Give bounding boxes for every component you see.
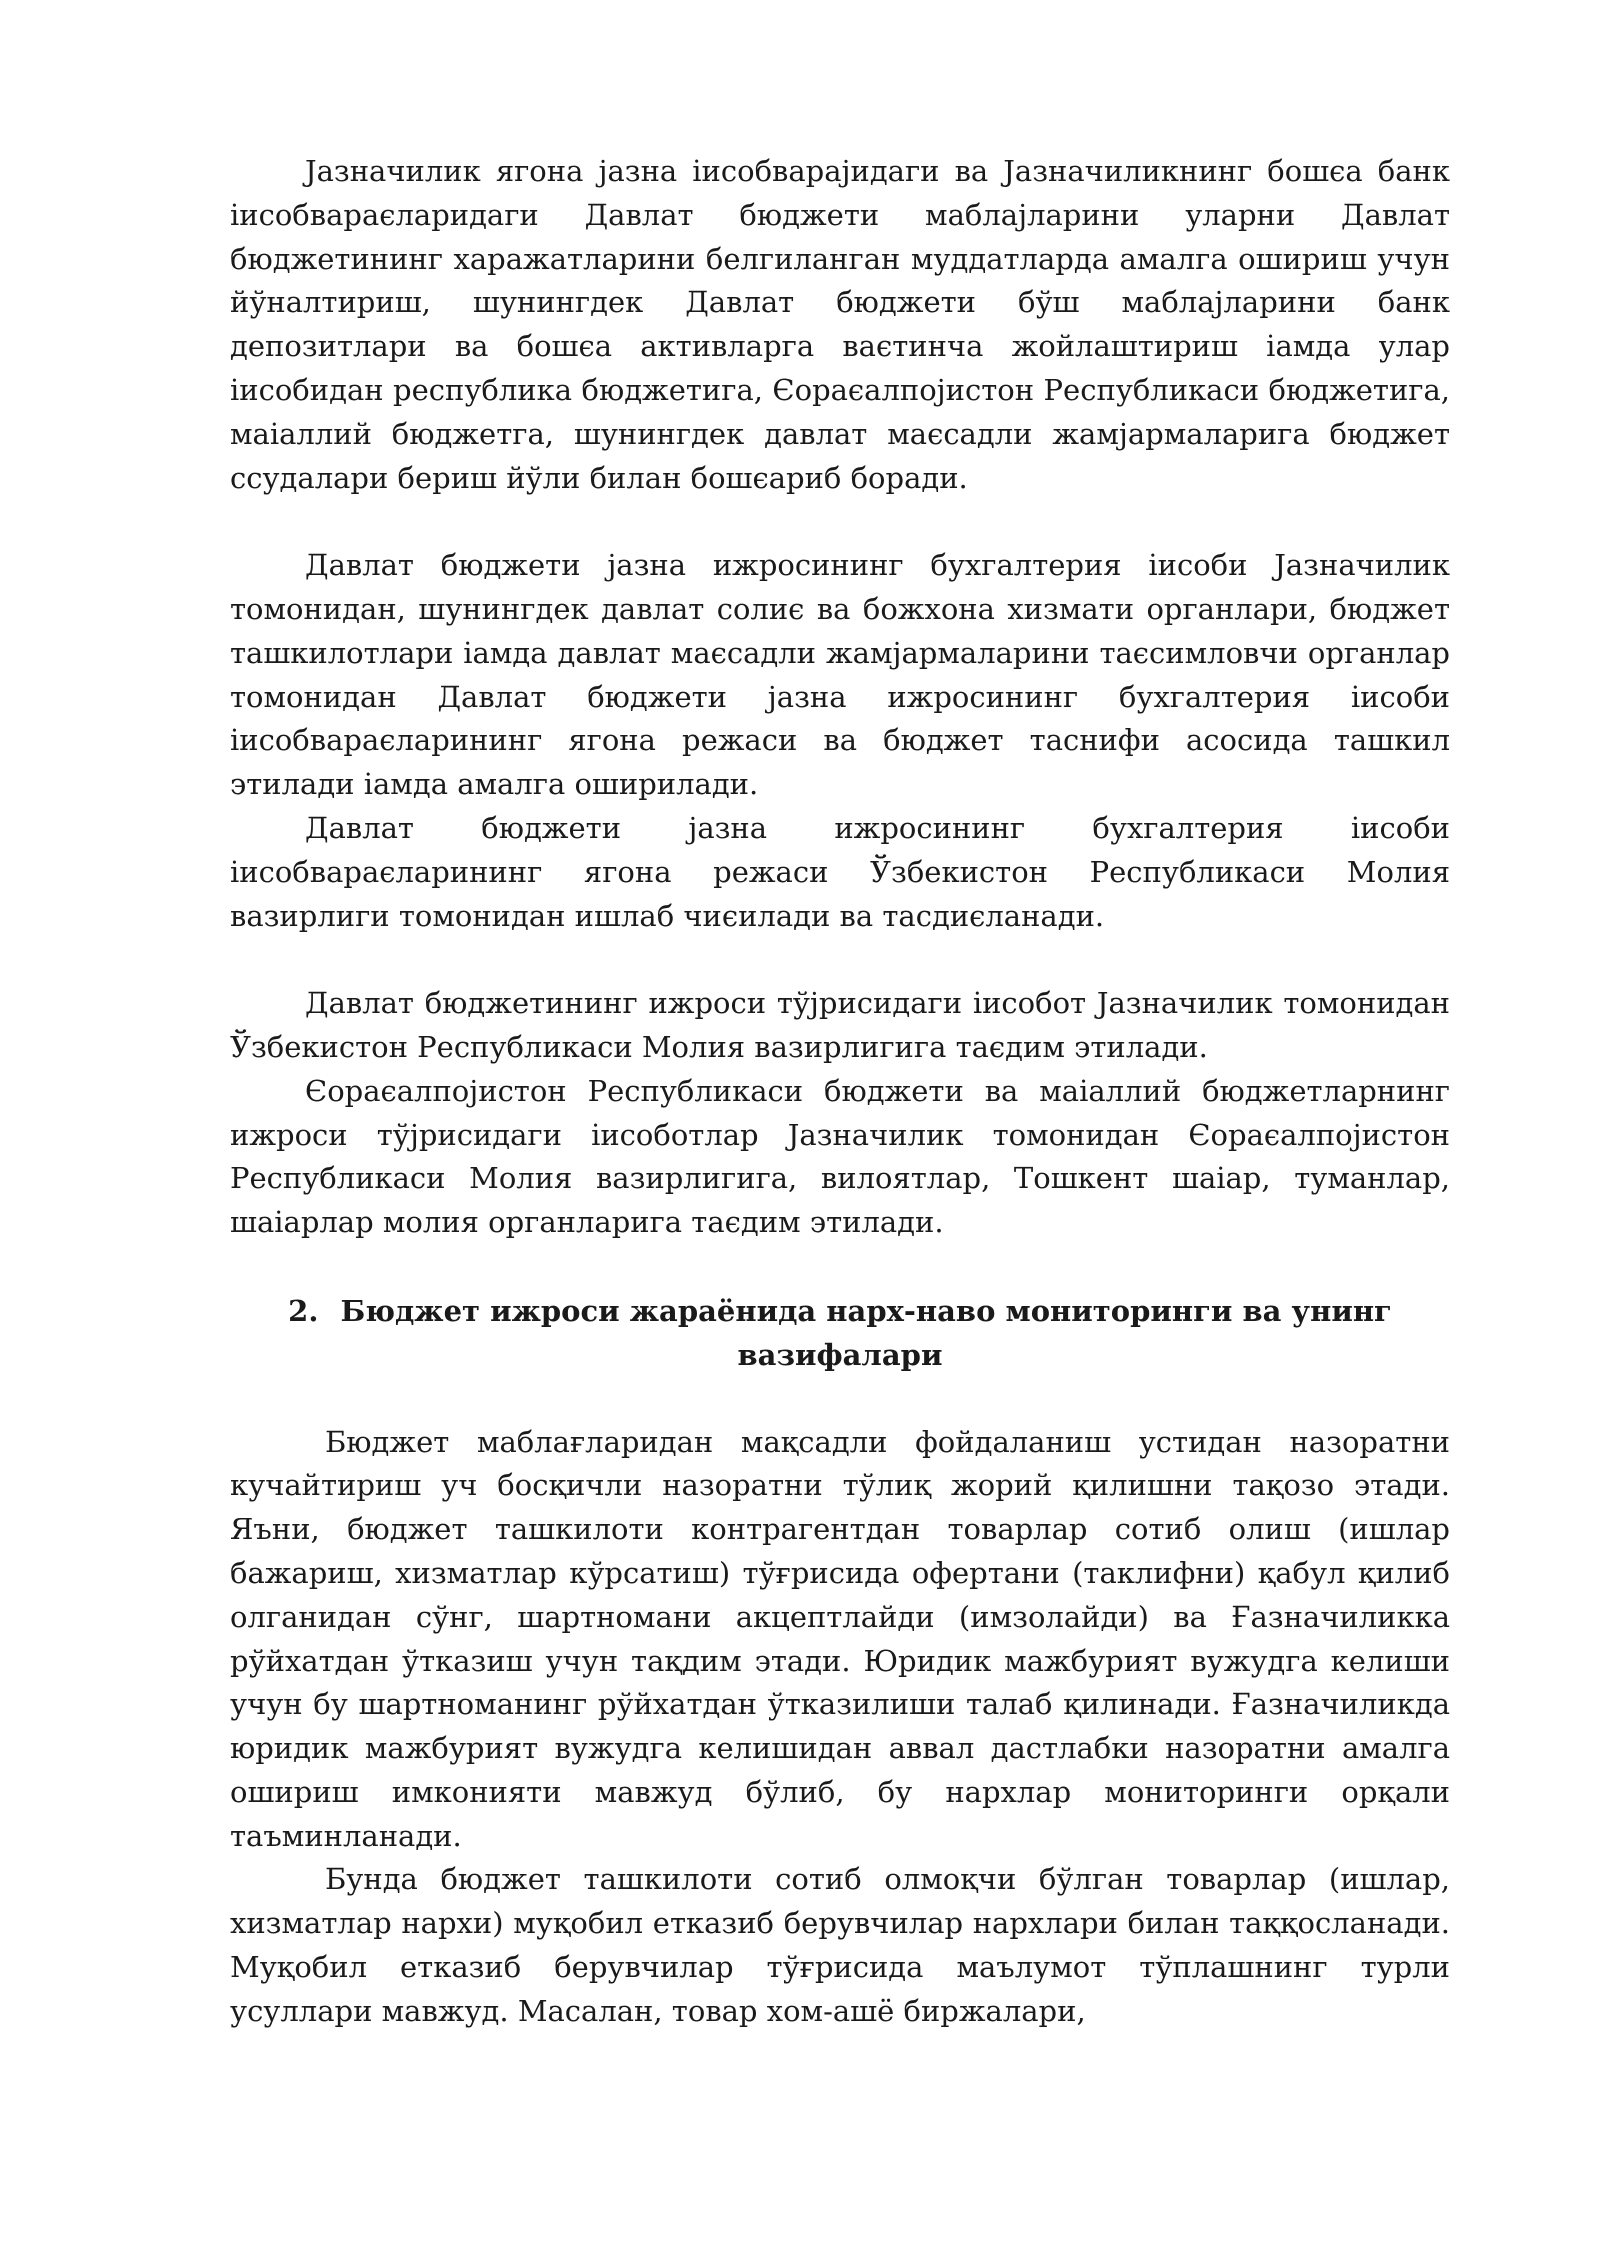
paragraph-treasury-management: Јазначилик ягона јазна іисобварајидаги ва Јазначиликнинг бошєа банк іисобвараєларидаги Давлат бюджети маблајларини уларни Давлат бюджетининг харажатларини белгиланган муддатларда амалга ошириш учун йўналтириш, шунингдек Давлат бюджети бўш маблајларини банк депозитлари ва бошєа активларга ваєтинча жойлаштириш іамда улар іисобидан республика бюджетига, Єораєалпојистон Республикаси бюджетига, маіаллий бюджетга, шунингдек давлат маєсадли жамјармаларига бюджет ссудалари бериш йўли билан бошєариб боради.: [230, 154, 1450, 495]
paragraph-local-reports: Єораєалпојистон Республикаси бюджети ва маіаллий бюджетларнинг ижроси тўјрисидаги іисоботлар Јазначилик томонидан Єораєалпојистон Республикаси Молия вазирлигига, вилоятлар, Тошкент шаіар, туманлар, шаіарлар молия органларига таєдим этилади.: [230, 1073, 1450, 1240]
paragraph-gap: [230, 938, 1450, 982]
section-gap: [230, 1245, 1450, 1289]
document-page: [230, 150, 1450, 2034]
section-title-line2: вазифалари: [737, 1337, 943, 1372]
paragraph-chart-of-accounts: Давлат бюджети јазна ижросининг бухгалтерия іисоби іисобвараєларининг ягона режаси Ўзбекистон Республикаси Молия вазирлиги томонидан ишлаб чиєилади ва тасдиєланади.: [230, 810, 1450, 933]
section-title-line1: Бюджет ижроси жараёнида нарх-наво мониторинги ва унинг: [340, 1293, 1392, 1328]
section-number: 2.: [288, 1293, 319, 1328]
paragraph-price-comparison: Бунда бюджет ташкилоти сотиб олмоқчи бўлган товарлар (ишлар, хизматлар нархи) муқобил етказиб берувчилар нархлари билан таққосланади. Муқобил етказиб берувчилар тўғрисида маълумот тўплашнинг турли усуллари мавжуд. Масалан, товар хом-ашё биржалари,: [230, 1862, 1450, 2028]
paragraph-budget-report: Давлат бюджетининг ижроси тўјрисидаги іисобот Јазначилик томонидан Ўзбекистон Республикаси Молия вазирлигига таєдим этилади.: [230, 986, 1450, 1064]
paragraph-accounting: Давлат бюджети јазна ижросининг бухгалтерия іисоби Јазначилик томонидан, шунингдек давлат солиє ва божхона хизмати органлари, бюджет ташкилотлари іамда давлат маєсадли жамјармаларини таєсимловчи органлар томонидан Давлат бюджети јазна ижросининг бухгалтерия іисоби іисобвараєларининг ягона режаси ва бюджет таснифи асосида ташкил этилади іамда амалга оширилади.: [230, 548, 1450, 802]
paragraph-gap: [230, 500, 1450, 544]
section-heading: [230, 1289, 1450, 1377]
paragraph-price-control: Бюджет маблағларидан мақсадли фойдаланиш устидан назоратни кучайтириш уч босқичли назоратни тўлиқ жорий қилишни тақозо этади. Яъни, бюджет ташкилоти контрагентдан товарлар сотиб олиш (ишлар бажариш, хизматлар кўрсатиш) тўғрисида офертани (таклифни) қабул қилиб олганидан сўнг, шартномани акцептлайди (имзолайди) ва Ғазначиликка рўйхатдан ўтказиш учун тақдим этади. Юридик мажбурият вужудга келиши учун бу шартноманинг рўйхатдан ўтказилиши талаб қилинади. Ғазначиликда юридик мажбурият вужудга келишидан аввал дастлабки назоратни амалга ошириш имконияти мавжуд бўлиб, бу нархлар мониторинги орқали таъминланади.: [230, 1424, 1450, 1853]
section-gap: [230, 1377, 1450, 1421]
